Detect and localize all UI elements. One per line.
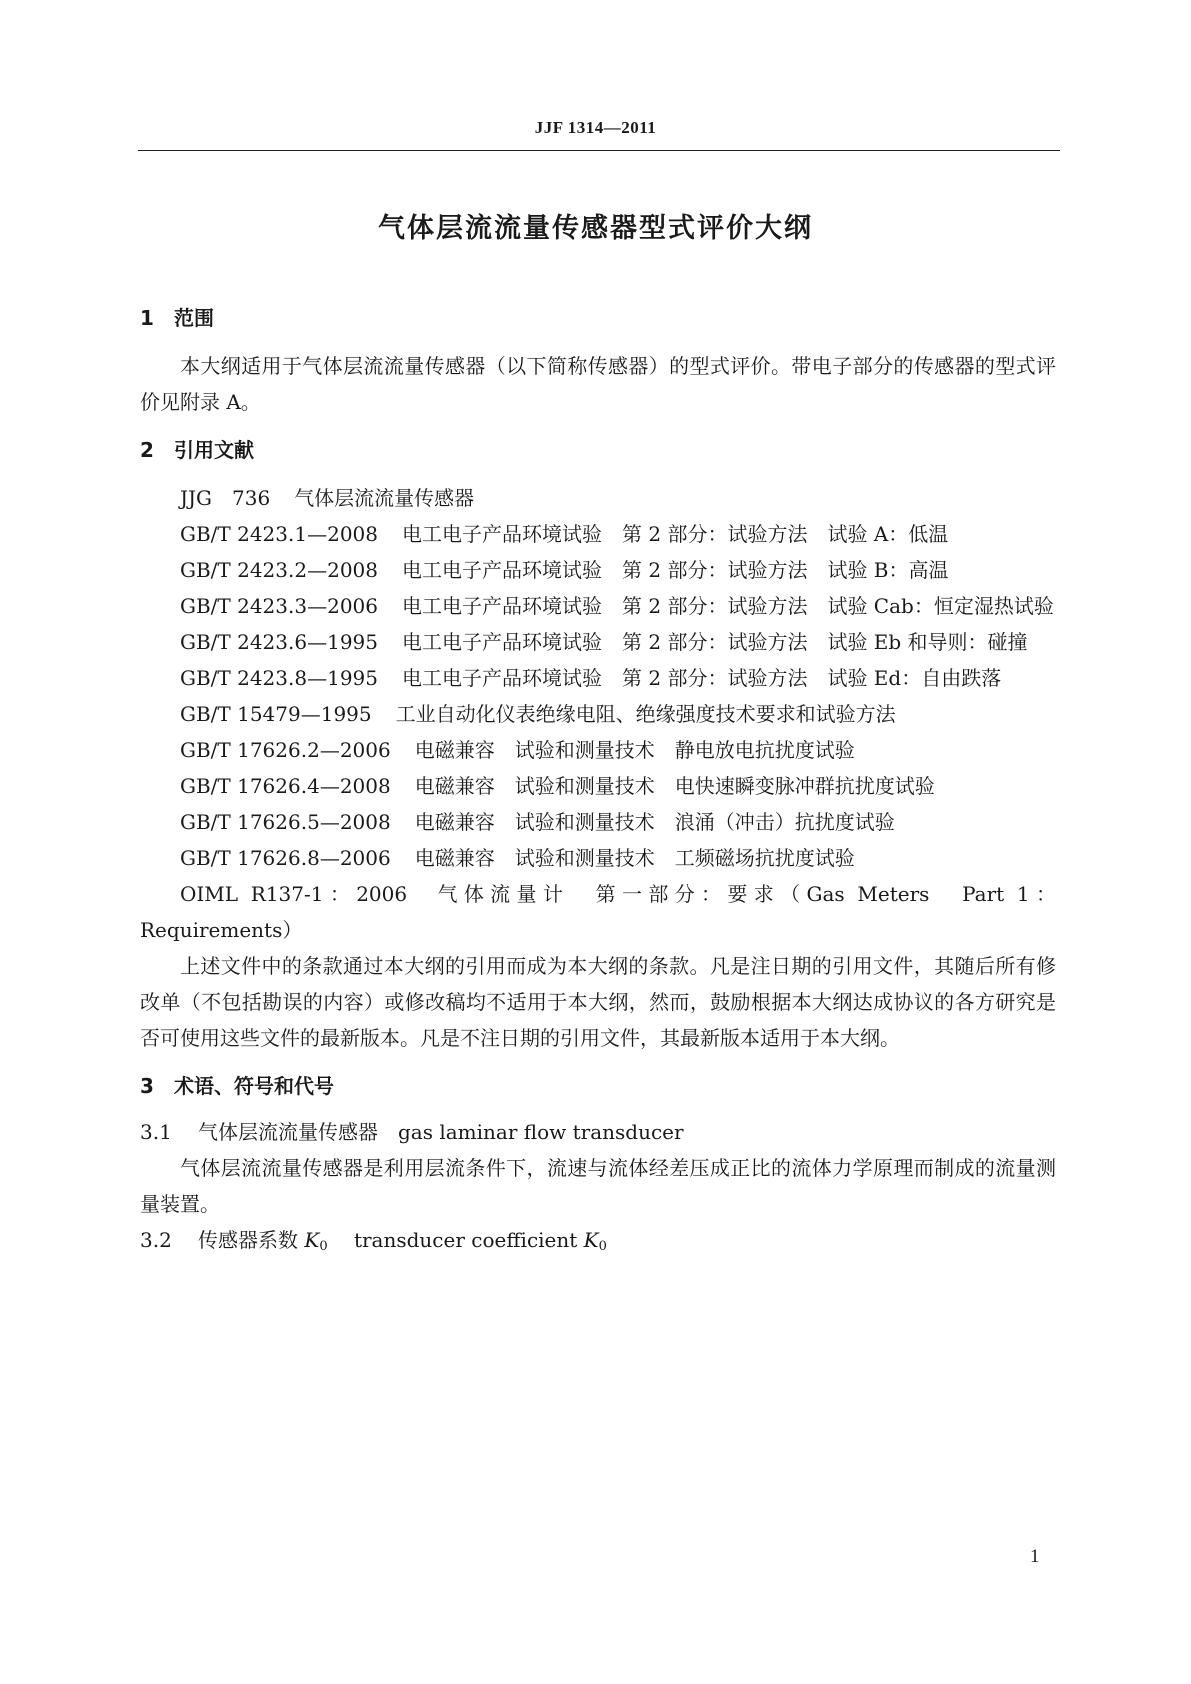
reference-code: GB/T 17626.5—2008 xyxy=(180,810,391,834)
references-closing-paragraph: 上述文件中的条款通过本大纲的引用而成为本大纲的条款。凡是注日期的引用文件，其随后所有修改单（不包括勘误的内容）或修改稿均不适用于本大纲，然而，鼓励根据本大纲达成协议的各方研究是否可使用这些文件的最新版本。凡是不注日期的引用文件，其最新版本适用于本大纲。 xyxy=(140,954,1056,1050)
reference-code: GB/T 2423.2—2008 xyxy=(180,558,378,582)
term-english: transducer coefficient xyxy=(353,1228,578,1252)
term-3-2 xyxy=(140,1222,1056,1258)
reference-item xyxy=(140,876,1056,948)
header-rule xyxy=(138,150,1060,151)
term-3-1 xyxy=(140,1114,1056,1150)
section-title: 引用文献 xyxy=(174,438,254,462)
reference-text: 气体流量计 第一部分：要求（Gas Meters Part 1：Requirements） xyxy=(140,882,1056,942)
reference-item xyxy=(140,624,1056,660)
reference-list xyxy=(140,480,1056,948)
reference-text: 电工电子产品环境试验 第 2 部分：试验方法 试验 Cab：恒定湿热试验 xyxy=(402,594,1054,618)
scope-paragraph: 本大纲适用于气体层流流量传感器（以下简称传感器）的型式评价。带电子部分的传感器的型式评价见附录 A。 xyxy=(140,354,1056,414)
term-symbol: K xyxy=(583,1228,599,1252)
reference-code: GB/T 2423.6—1995 xyxy=(180,630,378,654)
reference-item xyxy=(140,552,1056,588)
reference-text: 电工电子产品环境试验 第 2 部分：试验方法 试验 B：高温 xyxy=(402,558,949,582)
section-heading-2 xyxy=(140,432,1056,468)
reference-code: GB/T 2423.3—2006 xyxy=(180,594,378,618)
reference-text: 电工电子产品环境试验 第 2 部分：试验方法 试验 Eb 和导则：碰撞 xyxy=(402,630,1028,654)
term-english: gas laminar flow transducer xyxy=(398,1120,684,1144)
reference-code: GB/T 17626.4—2008 xyxy=(180,774,391,798)
document-title: 气体层流流量传感器型式评价大纲 xyxy=(378,213,813,244)
reference-item xyxy=(140,804,1056,840)
reference-code: GB/T 2423.1—2008 xyxy=(180,522,378,546)
reference-code: GB/T 15479—1995 xyxy=(180,702,372,726)
reference-item xyxy=(140,588,1056,624)
reference-item xyxy=(140,660,1056,696)
reference-item xyxy=(140,732,1056,768)
reference-text: 工业自动化仪表绝缘电阻、绝缘强度技术要求和试验方法 xyxy=(395,702,896,726)
reference-text: 电磁兼容 试验和测量技术 静电放电抗扰度试验 xyxy=(414,738,855,762)
term-symbol: K xyxy=(304,1228,320,1252)
reference-code: JJG 736 xyxy=(180,486,271,510)
reference-text: 电磁兼容 试验和测量技术 电快速瞬变脉冲群抗扰度试验 xyxy=(414,774,935,798)
reference-item xyxy=(140,516,1056,552)
reference-text: 电工电子产品环境试验 第 2 部分：试验方法 试验 A：低温 xyxy=(402,522,949,546)
page-number: 1 xyxy=(1030,1546,1040,1567)
section-title: 范围 xyxy=(174,306,214,330)
reference-text: 电磁兼容 试验和测量技术 工频磁场抗扰度试验 xyxy=(414,846,855,870)
term-number: 3.2 xyxy=(140,1228,172,1252)
section-number: 3 xyxy=(140,1074,154,1098)
reference-code: GB/T 2423.8—1995 xyxy=(180,666,378,690)
reference-code: GB/T 17626.8—2006 xyxy=(180,846,391,870)
term-chinese: 传感器系数 xyxy=(198,1228,298,1252)
term-symbol-subscript: 0 xyxy=(598,1239,607,1254)
reference-item xyxy=(140,768,1056,804)
reference-item xyxy=(140,480,1056,516)
page-header-code: JJF 1314—2011 xyxy=(534,118,657,137)
section-heading-3 xyxy=(140,1068,1056,1104)
reference-text: 电工电子产品环境试验 第 2 部分：试验方法 试验 Ed：自由跌落 xyxy=(402,666,1002,690)
section-title: 术语、符号和代号 xyxy=(174,1074,334,1098)
reference-text: 电磁兼容 试验和测量技术 浪涌（冲击）抗扰度试验 xyxy=(414,810,895,834)
term-definition: 气体层流流量传感器是利用层流条件下，流速与流体经差压成正比的流体力学原理而制成的流量测量装置。 xyxy=(140,1156,1056,1216)
reference-code: OIML R137-1：2006 xyxy=(180,882,408,906)
term-chinese: 气体层流流量传感器 xyxy=(198,1120,378,1144)
term-number: 3.1 xyxy=(140,1120,172,1144)
section-heading-1 xyxy=(140,300,1056,336)
reference-text: 气体层流流量传感器 xyxy=(294,486,475,510)
reference-item xyxy=(140,840,1056,876)
term-symbol-subscript: 0 xyxy=(319,1239,328,1254)
document-body xyxy=(140,300,1056,1258)
reference-item xyxy=(140,696,1056,732)
reference-code: GB/T 17626.2—2006 xyxy=(180,738,391,762)
section-number: 2 xyxy=(140,438,154,462)
section-number: 1 xyxy=(140,306,154,330)
